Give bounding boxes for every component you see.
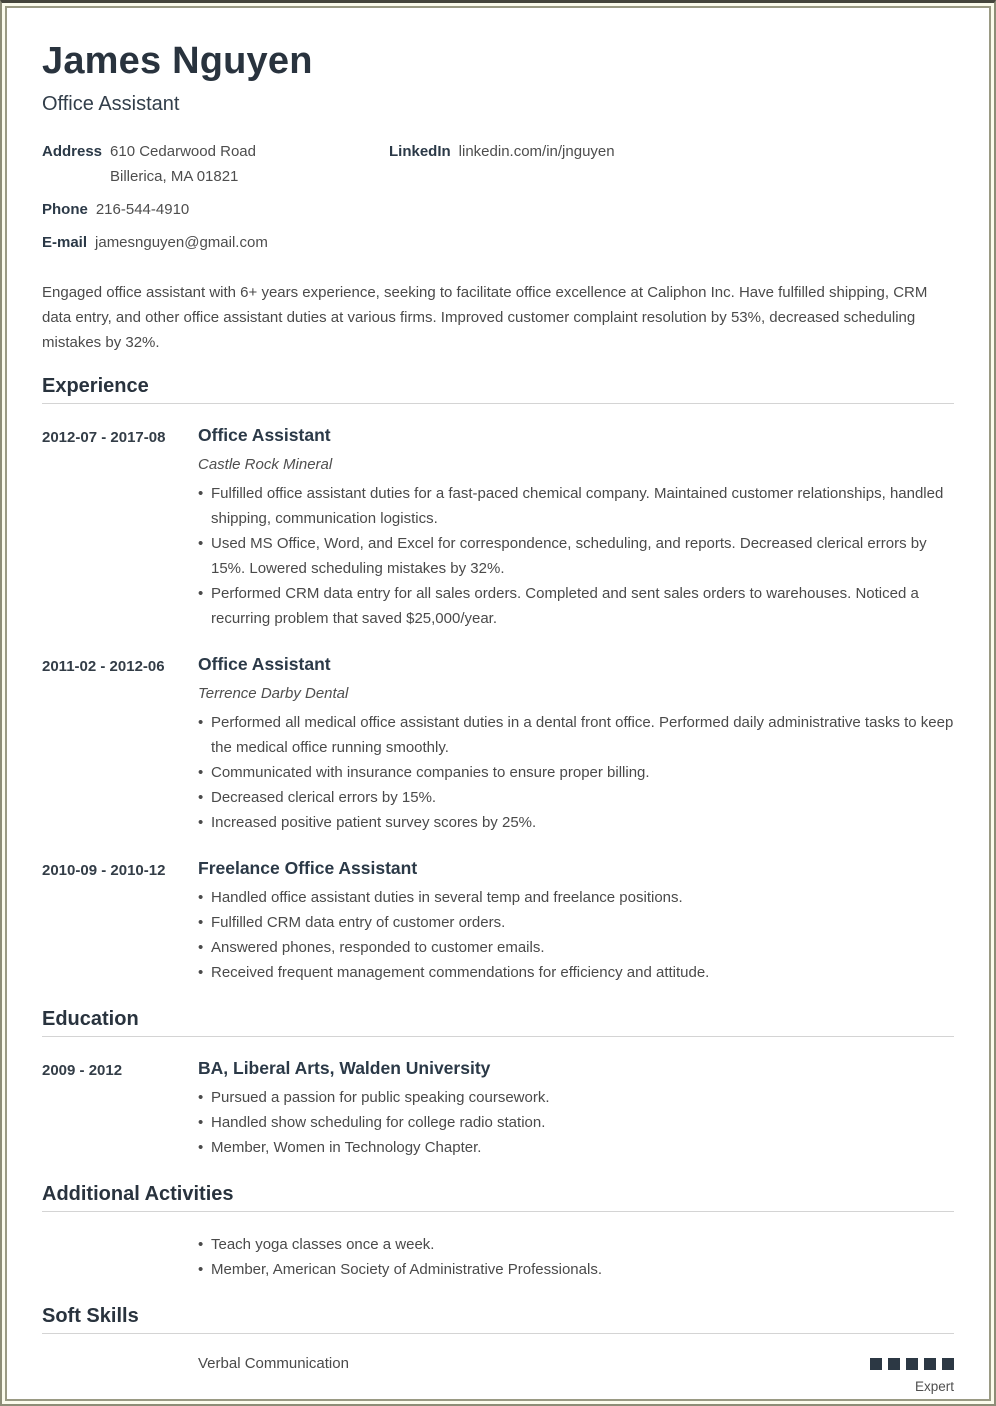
person-name: James Nguyen	[42, 40, 313, 82]
rating-square	[870, 1358, 882, 1370]
job-bullet: • Handled office assistant duties in several temp and freelance positions.	[198, 885, 954, 910]
phone-label: Phone	[42, 200, 88, 218]
education-dates: 2009 - 2012	[42, 1061, 123, 1079]
activities-entry	[42, 1232, 954, 1282]
address-value-line2: Billerica, MA 01821	[110, 167, 239, 185]
education-bullet-list	[198, 1085, 954, 1160]
phone-value: 216-544-4910	[95, 200, 190, 218]
job-bullet: • Communicated with insurance companies to ensure proper billing.	[198, 760, 954, 785]
job-bullet: • Fulfilled CRM data entry of customer orders.	[198, 910, 954, 935]
job-bullet: • Answered phones, responded to customer emails.	[198, 935, 954, 960]
email-label: E-mail	[42, 233, 88, 251]
contact-address	[42, 139, 389, 189]
job-bullet: • Performed all medical office assistant duties in a dental front office. Performed daily administrative tasks to keep the medical office running smoothly.	[198, 710, 954, 760]
contact-email	[42, 230, 389, 255]
job-dates: 2011-02 - 2012-06	[42, 657, 165, 675]
job-company: Castle Rock Mineral	[198, 455, 333, 473]
address-value-line1: 610 Cedarwood Road	[110, 142, 256, 160]
job-title: Office Assistant	[198, 653, 331, 674]
job-bullet: • Performed CRM data entry for all sales orders. Completed and sent sales orders to warehouses. Noticed a recurring problem that saved $25,000/year.	[198, 581, 954, 631]
rating-square	[888, 1358, 900, 1370]
contact-column-right	[389, 139, 954, 263]
contact-phone	[42, 197, 389, 222]
skill-rating-squares	[870, 1358, 954, 1370]
job-bullet: • Used MS Office, Word, and Excel for correspondence, scheduling, and reports. Decreased clerical errors by 15%. Lowered scheduling mistakes by 32%.	[198, 531, 954, 581]
resume-sheet	[5, 6, 991, 1401]
section-heading-education: Education	[42, 1007, 954, 1037]
job-title: Office Assistant	[198, 424, 331, 445]
activities-bullet-list	[198, 1232, 954, 1282]
education-bullet: • Member, Women in Technology Chapter.	[198, 1135, 954, 1160]
job-dates: 2010-09 - 2010-12	[42, 861, 166, 879]
job-bullet: • Received frequent management commendations for efficiency and attitude.	[198, 960, 954, 985]
experience-entry	[42, 857, 954, 985]
job-bullet: • Decreased clerical errors by 15%.	[198, 785, 954, 810]
contact-linkedin	[389, 139, 954, 164]
job-bullet: • Fulfilled office assistant duties for a fast-paced chemical company. Maintained customer relationships, handled shipping, communication logistics.	[198, 481, 954, 531]
section-heading-experience: Experience	[42, 374, 954, 404]
rating-square	[942, 1358, 954, 1370]
job-bullet-list	[198, 481, 954, 631]
experience-entry	[42, 424, 954, 631]
activity-bullet: • Member, American Society of Administrative Professionals.	[198, 1257, 954, 1282]
rating-square	[906, 1358, 918, 1370]
contact-block	[42, 139, 954, 263]
job-bullet-list	[198, 710, 954, 835]
job-bullet: • Increased positive patient survey scores by 25%.	[198, 810, 954, 835]
contact-column-left	[42, 139, 389, 263]
education-bullet: • Pursued a passion for public speaking coursework.	[198, 1085, 954, 1110]
professional-summary: Engaged office assistant with 6+ years experience, seeking to facilitate office excellence at Caliphon Inc. Have fulfilled shipping, CRM data entry, and other office assistant duties at various firms. Improved customer complaint resolution by 53%, decreased scheduling mistakes by 32%.	[42, 283, 928, 351]
experience-entry	[42, 653, 954, 835]
section-heading-soft-skills: Soft Skills	[42, 1304, 954, 1334]
rating-square	[924, 1358, 936, 1370]
job-company: Terrence Darby Dental	[198, 684, 349, 702]
address-label: Address	[42, 142, 103, 160]
soft-skill-row	[42, 1354, 954, 1394]
skill-dates-spacer	[42, 1354, 198, 1394]
job-title: Freelance Office Assistant	[198, 857, 418, 878]
linkedin-value: linkedin.com/in/jnguyen	[458, 142, 615, 160]
education-bullet: • Handled show scheduling for college radio station.	[198, 1110, 954, 1135]
linkedin-label: LinkedIn	[389, 142, 451, 160]
education-degree: BA, Liberal Arts, Walden University	[198, 1057, 491, 1078]
education-entry	[42, 1057, 954, 1160]
job-bullet-list	[198, 885, 954, 985]
job-dates: 2012-07 - 2017-08	[42, 428, 166, 446]
email-value: jamesnguyen@gmail.com	[95, 233, 268, 251]
section-heading-activities: Additional Activities	[42, 1182, 954, 1212]
activities-dates-spacer	[42, 1232, 198, 1282]
skill-level-label: Expert	[914, 1378, 954, 1394]
person-job-title: Office Assistant	[42, 92, 180, 115]
activity-bullet: • Teach yoga classes once a week.	[198, 1232, 954, 1257]
skill-name: Verbal Communication	[198, 1354, 349, 1372]
